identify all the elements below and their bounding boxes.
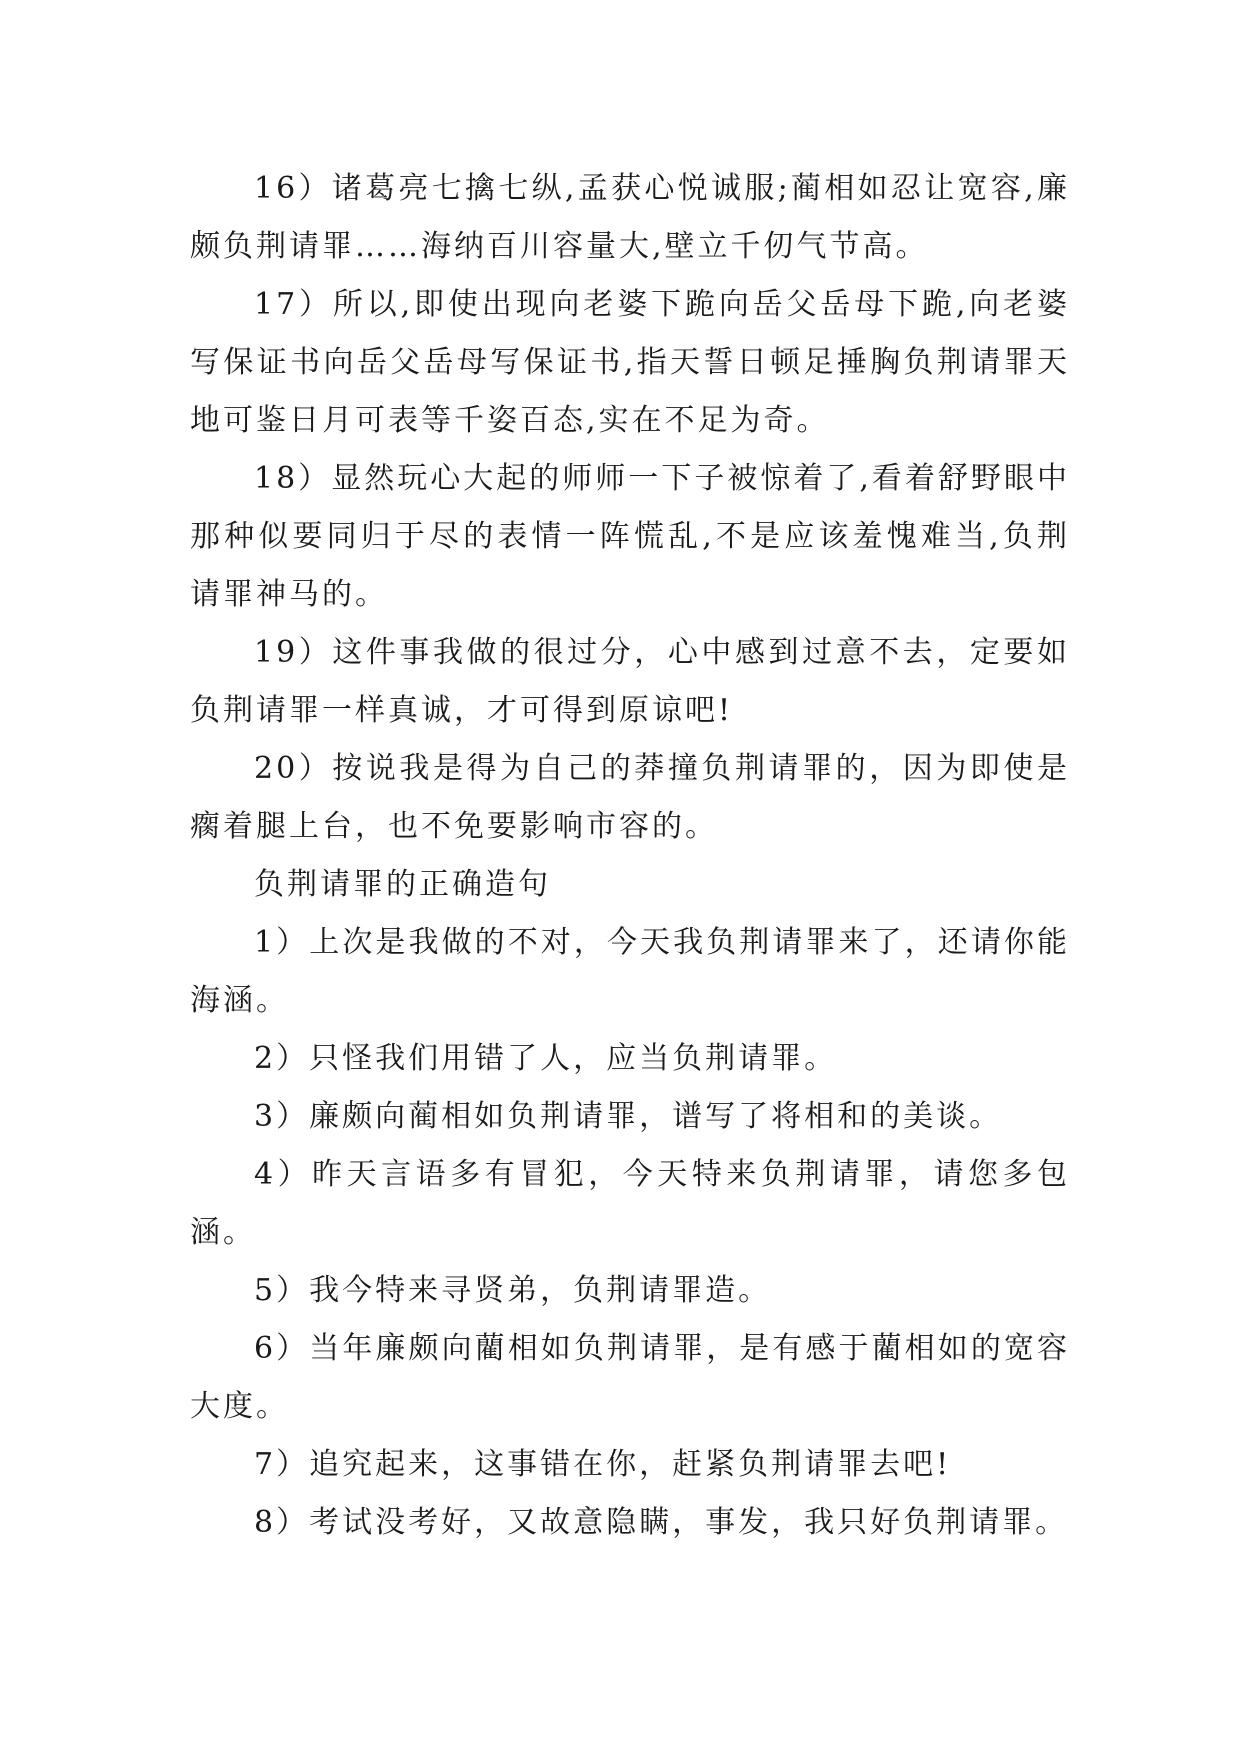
paragraph-18: 18）显然玩心大起的师师一下子被惊着了,看着舒野眼中那种似要同归于尽的表情一阵慌乱,不是应该羞愧难当,负荆请罪神马的。 [190,461,1070,612]
paragraph-8: 8）考试没考好，又故意隐瞒，事发，我只好负荆请罪。 [254,1505,1069,1540]
paragraph-19: 19）这件事我做的很过分，心中感到过意不去，定要如负荆请罪一样真诚，才可得到原谅吧! [190,635,1070,728]
paragraph-6: 6）当年廉颇向藺相如负荆请罪，是有感于藺相如的宽容大度。 [190,1331,1070,1424]
section-heading: 负荆请罪的正确造句 [254,867,551,902]
paragraph-20: 20）按说我是得为自己的莽撞负荆请罪的，因为即使是瘸着腿上台，也不免要影响市容的。 [190,751,1070,844]
paragraph-1: 1）上次是我做的不对，今天我负荆请罪来了，还请你能海涵。 [190,925,1070,1018]
paragraph-5: 5）我今特来寻贤弟，负荆请罪造。 [254,1273,772,1308]
document-body [190,160,1070,1552]
paragraph-16: 16）诸葛亮七擒七纵,孟获心悦诚服;蔺相如忍让宽容,廉颇负荆请罪……海纳百川容量大,壁立千仞气节高。 [190,171,1070,264]
paragraph-2: 2）只怪我们用错了人，应当负荆请罪。 [254,1041,838,1076]
paragraph-3: 3）廉颇向蔺相如负荆请罪，谱写了将相和的美谈。 [254,1099,1003,1134]
paragraph-17: 17）所以,即使出现向老婆下跪向岳父岳母下跪,向老婆写保证书向岳父岳母写保证书,指天誓日顿足捶胸负荆请罪天地可鉴日月可表等千姿百态,实在不足为奇。 [190,287,1070,438]
paragraph-4: 4）昨天言语多有冒犯，今天特来负荆请罪，请您多包涵。 [190,1157,1070,1250]
paragraph-7: 7）追究起来，这事错在你，赶紧负荆请罪去吧! [254,1447,952,1482]
